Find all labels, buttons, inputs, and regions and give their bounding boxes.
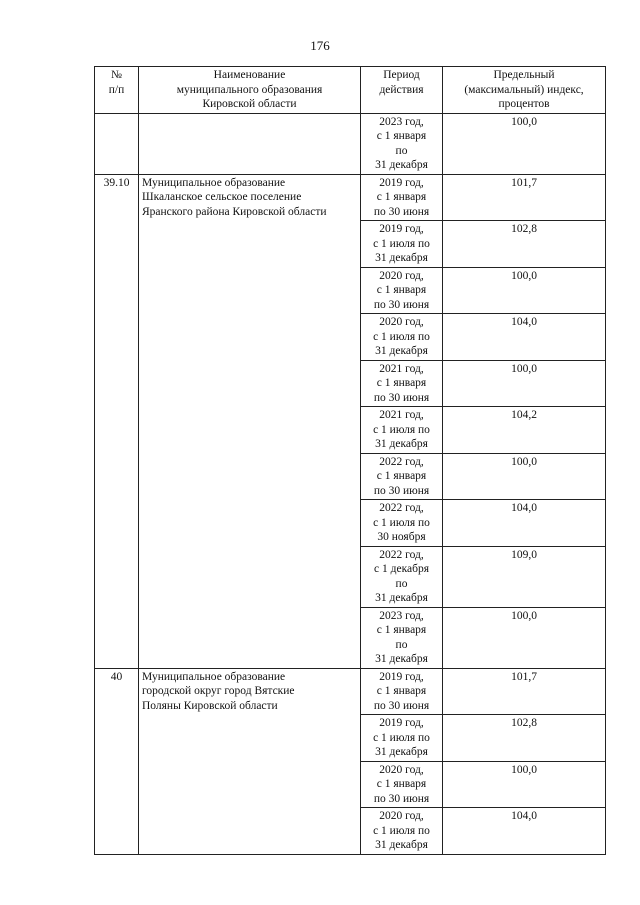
header-name [139, 67, 361, 114]
municipality-name-line: городской округ город Вятские [142, 685, 295, 697]
period-line: по 30 июня [373, 792, 430, 805]
period-line: 31 декабря [375, 345, 428, 357]
index-value-cell: 109,0 [443, 546, 606, 607]
period-line: 2019 год, [379, 717, 424, 729]
table-row [95, 113, 606, 174]
header-text: действия [379, 83, 424, 96]
period-line: 2020 год, [379, 316, 424, 328]
municipality-name-cell [139, 113, 361, 174]
period-line: 2019 год, [379, 176, 424, 189]
period-line: 31 декабря [375, 592, 428, 604]
index-value-cell: 102,8 [443, 221, 606, 268]
table-body [95, 113, 606, 854]
period-cell [361, 546, 443, 607]
header-num [95, 67, 139, 114]
period-cell [361, 715, 443, 762]
period-line: 2023 год, [379, 115, 424, 128]
period-cell [361, 668, 443, 715]
period-cell [361, 314, 443, 361]
period-line: с 1 декабря [374, 563, 429, 575]
index-value-cell: 104,0 [443, 314, 606, 361]
index-value-cell: 102,8 [443, 715, 606, 762]
period-cell [361, 453, 443, 500]
period-cell [361, 500, 443, 547]
municipality-name-cell [139, 174, 361, 668]
municipality-name-line: Шкаланское сельское поселение [142, 191, 302, 203]
index-value-cell: 100,0 [443, 360, 606, 407]
table-header-row [95, 67, 606, 114]
municipality-name-line: Муниципальное образование [142, 670, 286, 683]
period-line: 2022 год, [379, 548, 424, 561]
period-cell [361, 113, 443, 174]
period-line: по 30 июня [373, 391, 430, 404]
header-period [361, 67, 443, 114]
period-line: с 1 января [376, 377, 427, 389]
period-line: по 30 июня [373, 484, 430, 497]
period-line: по [395, 144, 408, 157]
period-line: с 1 января [376, 778, 427, 790]
period-line: с 1 июля по [373, 516, 430, 529]
header-text: Период [383, 69, 420, 81]
header-text: муниципального образования [176, 83, 323, 96]
period-line: с 1 июля по [373, 330, 430, 343]
period-line: 2019 год, [379, 223, 424, 235]
period-line: с 1 июля по [373, 731, 430, 744]
period-line: 2021 год, [379, 409, 424, 421]
period-line: с 1 января [376, 284, 427, 296]
page-number: 176 [310, 38, 330, 53]
index-value-cell: 101,7 [443, 174, 606, 221]
period-cell [361, 607, 443, 668]
index-value-cell: 100,0 [443, 607, 606, 668]
index-value-cell: 100,0 [443, 453, 606, 500]
header-index [443, 67, 606, 114]
index-value-cell: 104,0 [443, 500, 606, 547]
period-line: 2022 год, [379, 502, 424, 514]
table-row [95, 668, 606, 715]
header-text: № [111, 69, 122, 81]
period-line: с 1 июля по [373, 237, 430, 250]
period-cell [361, 360, 443, 407]
period-line: 2022 год, [379, 455, 424, 468]
period-line: 31 декабря [375, 653, 428, 665]
header-text: (максимальный) индекс, [464, 83, 584, 96]
period-line: с 1 января [376, 470, 427, 482]
index-value-cell: 104,0 [443, 808, 606, 855]
period-line: 31 декабря [375, 746, 428, 758]
period-cell [361, 221, 443, 268]
header-text: Наименование [213, 69, 286, 81]
period-line: по [395, 638, 408, 651]
period-line: 2020 год, [379, 269, 424, 282]
municipality-name-line: Поляны Кировской области [142, 699, 278, 712]
index-value-cell: 101,7 [443, 668, 606, 715]
municipality-name-line: Яранского района Кировской области [142, 205, 327, 218]
period-line: 2020 год, [379, 763, 424, 776]
period-line: с 1 июля по [373, 824, 430, 837]
period-line: по 30 июня [373, 298, 430, 311]
period-line: по 30 июня [373, 205, 430, 218]
period-cell [361, 174, 443, 221]
period-line: 2019 год, [379, 670, 424, 683]
header-text: процентов [498, 98, 550, 110]
period-line: 2020 год, [379, 810, 424, 822]
row-number-cell: 40 [95, 668, 139, 854]
period-cell [361, 267, 443, 314]
row-number-cell: 39.10 [95, 174, 139, 668]
index-value-cell: 104,2 [443, 407, 606, 454]
header-text: п/п [108, 83, 125, 96]
period-line: с 1 января [376, 191, 427, 203]
row-number-cell [95, 113, 139, 174]
period-line: 30 ноября [377, 531, 426, 543]
period-line: по [395, 577, 408, 590]
index-value-cell: 100,0 [443, 761, 606, 808]
tariff-index-table [94, 66, 606, 855]
municipality-name-line: Муниципальное образование [142, 176, 286, 189]
table-row [95, 174, 606, 221]
period-line: 31 декабря [375, 438, 428, 450]
period-line: с 1 января [376, 685, 427, 697]
municipality-name-cell [139, 668, 361, 854]
index-value-cell: 100,0 [443, 267, 606, 314]
period-line: с 1 июля по [373, 423, 430, 436]
period-cell [361, 808, 443, 855]
header-text: Предельный [493, 69, 555, 81]
period-line: 31 декабря [375, 839, 428, 851]
period-cell [361, 761, 443, 808]
index-value-cell: 100,0 [443, 113, 606, 174]
period-cell [361, 407, 443, 454]
period-line: с 1 января [376, 624, 427, 636]
period-line: по 30 июня [373, 699, 430, 712]
period-line: 31 декабря [375, 159, 428, 171]
period-line: 31 декабря [375, 252, 428, 264]
period-line: с 1 января [376, 130, 427, 142]
header-text: Кировской области [202, 98, 297, 110]
period-line: 2021 год, [379, 362, 424, 375]
period-line: 2023 год, [379, 609, 424, 622]
